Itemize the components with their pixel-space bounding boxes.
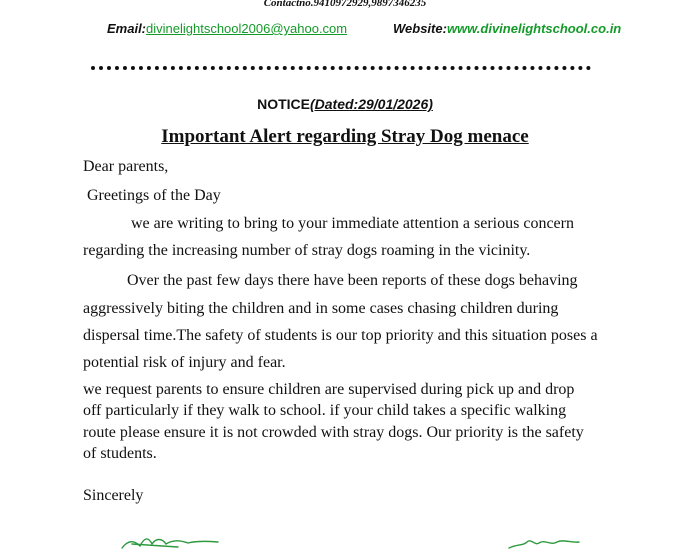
- paragraph-2-line-2: aggressively biting the children and in some cases chasing children during: [83, 300, 559, 317]
- website-label: Website:: [393, 21, 447, 36]
- notice-date: (Dated:29/01/2026): [309, 96, 433, 112]
- paragraph-2-line-3: dispersal time.The safety of students is our top priority and this situation poses a: [83, 327, 598, 344]
- paragraph-3-line-3: route please ensure it is not crowded with stray dogs. Our priority is the safety: [83, 424, 584, 441]
- paragraph-3-line-4: of students.: [83, 445, 157, 462]
- closing: Sincerely: [83, 487, 144, 504]
- paragraph-2-line-1: Over the past few days there have been reports of these dogs behaving: [127, 272, 578, 289]
- paragraph-3-line-2: off particularly if they walk to school. if your child takes a specific walking: [83, 402, 567, 419]
- paragraph-1-line-1: we are writing to bring to your immediate attention a serious concern: [131, 215, 574, 232]
- website-link[interactable]: www.divinelightschool.co.in: [446, 21, 622, 36]
- paragraph-3-line-1: we request parents to ensure children are supervised during pick up and drop: [83, 381, 575, 398]
- greeting: Greetings of the Day: [87, 187, 221, 204]
- notice-title: NOTICE: [257, 96, 310, 112]
- signature-left: [118, 532, 228, 550]
- email-link[interactable]: divinelightschool2006@yahoo.com: [146, 21, 348, 36]
- salutation: Dear parents,: [83, 158, 169, 175]
- signature-right: [505, 534, 585, 550]
- notice-heading: [0, 96, 690, 112]
- paragraph-1-line-2: regarding the increasing number of stray dogs roaming in the vicinity.: [83, 242, 531, 259]
- contact-numbers: Contactno.9410972929,9897346235: [263, 0, 427, 9]
- email-line: [107, 21, 347, 36]
- website-line: [393, 21, 621, 36]
- dotted-divider: [91, 66, 591, 70]
- notice-subject: Important Alert regarding Stray Dog menace: [161, 126, 529, 147]
- paragraph-2-line-4: potential risk of injury and fear.: [83, 354, 286, 371]
- email-label: Email:: [107, 21, 147, 36]
